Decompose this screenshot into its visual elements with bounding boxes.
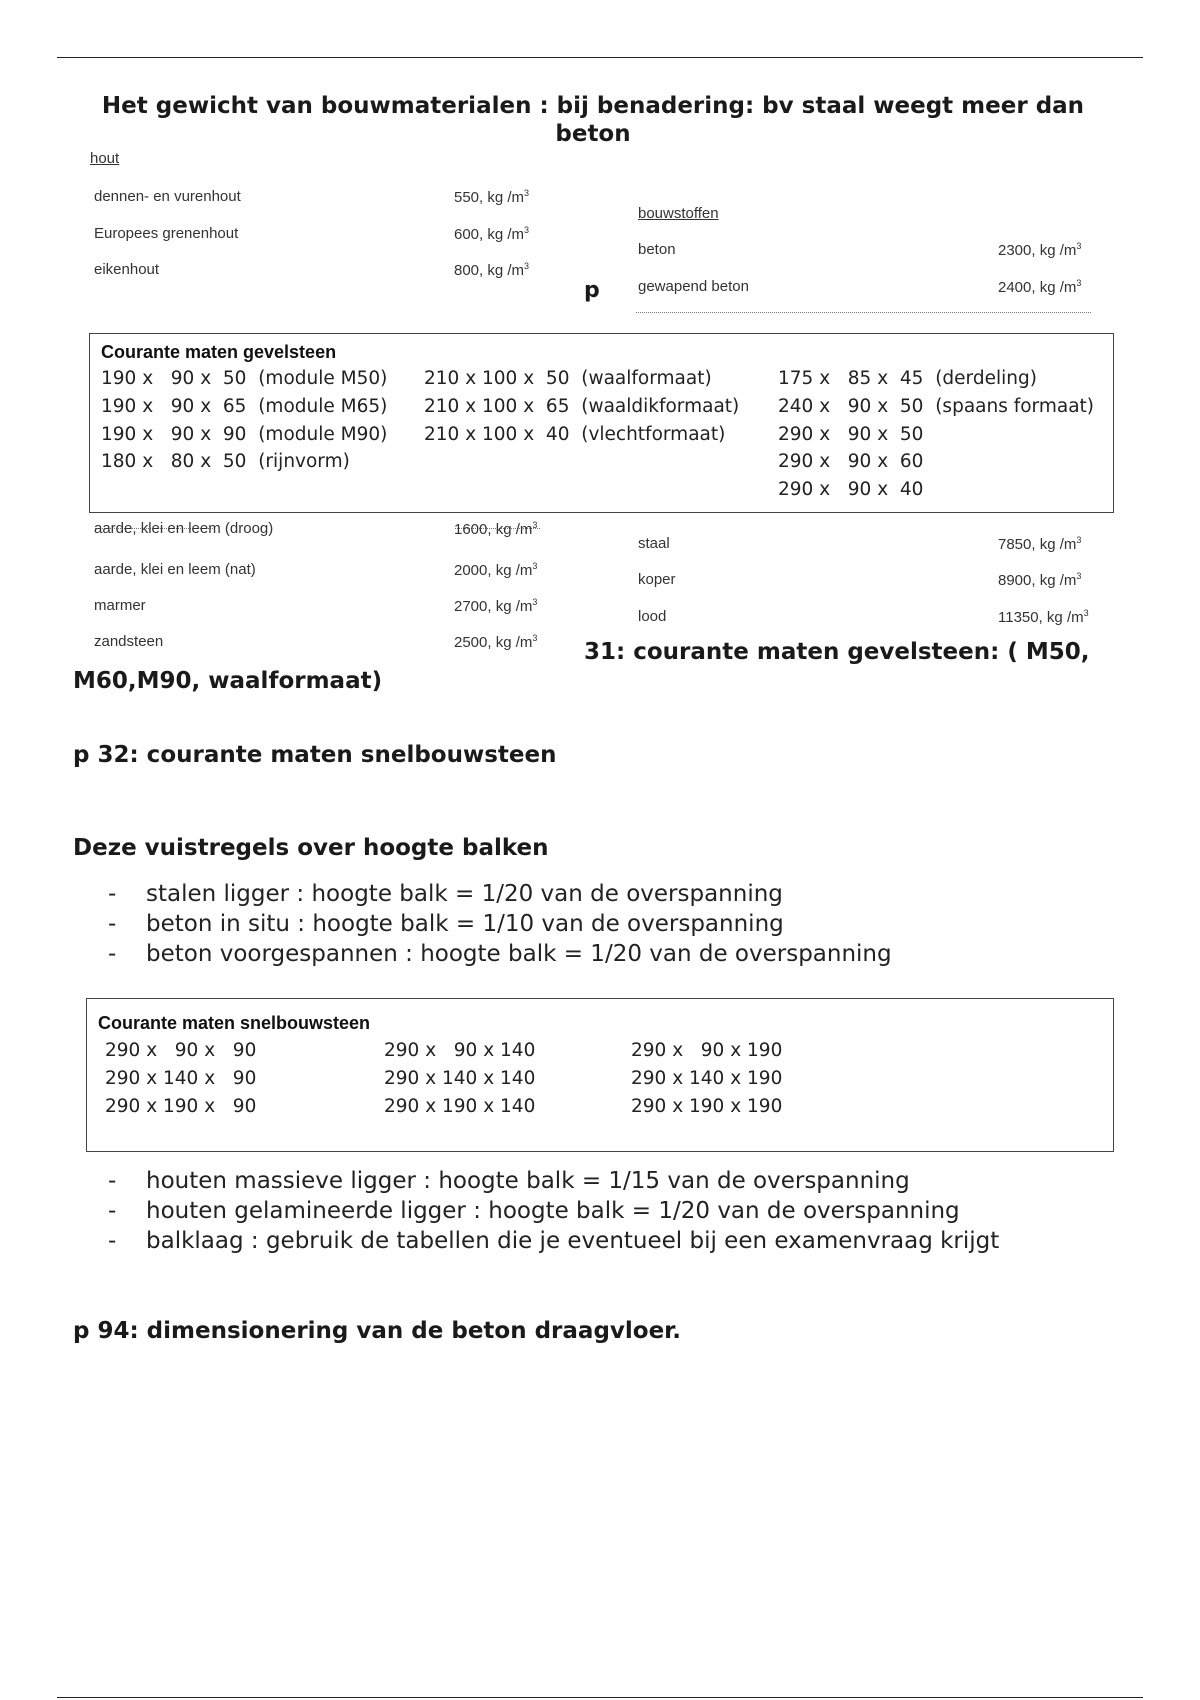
weight-name: beton bbox=[638, 241, 676, 258]
weight-value: 2500, kg $/m^3$ bbox=[454, 633, 538, 651]
snelbouwsteen-size: 290 x 90 x 190 bbox=[631, 1040, 783, 1061]
weight-value: 2000, kg $/m^3$ bbox=[454, 561, 538, 579]
gevelsteen-box-title: Courante maten gevelsteen bbox=[101, 342, 337, 362]
weight-name: staal bbox=[638, 535, 670, 552]
gevelsteen-size: 190 x 90 x 50 (module M50) bbox=[101, 368, 388, 389]
snelbouwsteen-box bbox=[86, 998, 1114, 1152]
snelbouwsteen-size: 290 x 140 x 90 bbox=[105, 1068, 257, 1089]
weight-name: eikenhout bbox=[94, 261, 160, 278]
weight-value: 1600, kg $/m^3$ bbox=[454, 520, 538, 538]
snelbouwsteen-size: 290 x 190 x 90 bbox=[105, 1096, 257, 1117]
weight-value: 550, kg $/m^3$ bbox=[454, 188, 530, 206]
bottom-rule bbox=[57, 1697, 1143, 1698]
heading-p32: p 32: courante maten snelbouwsteen bbox=[73, 742, 557, 768]
weight-name: lood bbox=[638, 608, 667, 625]
gevelsteen-size: 190 x 90 x 90 (module M90) bbox=[101, 424, 388, 445]
weight-value: 600, kg $/m^3$ bbox=[454, 225, 530, 243]
gevelsteen-size: 190 x 90 x 65 (module M65) bbox=[101, 396, 388, 417]
heading-p31-part2: M60,M90, waalformaat) bbox=[73, 668, 383, 694]
weight-name: marmer bbox=[94, 597, 146, 614]
heading-p94: p 94: dimensionering van de beton draagvloer. bbox=[73, 1318, 681, 1344]
weight-value: 2700, kg $/m^3$ bbox=[454, 597, 538, 615]
weight-value: 11350, kg $/m^3$ bbox=[998, 608, 1089, 626]
snelbouwsteen-size: 290 x 90 x 90 bbox=[105, 1040, 257, 1061]
weight-name: gewapend beton bbox=[638, 278, 749, 295]
gevelsteen-size: 180 x 80 x 50 (rijnvorm) bbox=[101, 451, 350, 472]
gevelsteen-size: 240 x 90 x 50 (spaans formaat) bbox=[778, 396, 1095, 417]
gevelsteen-size: 210 x 100 x 65 (waaldikformaat) bbox=[424, 396, 740, 417]
gevelsteen-size: 175 x 85 x 45 (derdeling) bbox=[778, 368, 1037, 389]
cut-text-line bbox=[636, 312, 1091, 313]
snelbouwsteen-size: 290 x 190 x 190 bbox=[631, 1096, 783, 1117]
snelbouwsteen-size: 290 x 190 x 140 bbox=[384, 1096, 536, 1117]
weight-name: koper bbox=[638, 571, 676, 588]
heading-rules: Deze vuistregels over hoogte balken bbox=[73, 835, 549, 861]
weight-value: 2400, kg $/m^3$ bbox=[998, 278, 1082, 296]
weight-name: aarde, klei en leem (droog) bbox=[94, 520, 274, 537]
weight-value: 7850, kg $/m^3$ bbox=[998, 535, 1082, 553]
weight-name: aarde, klei en leem (nat) bbox=[94, 561, 256, 578]
top-rule bbox=[57, 57, 1143, 58]
heading-p31-part1: 31: courante maten gevelsteen: ( M50, bbox=[584, 639, 1090, 665]
weight-value: 8900, kg $/m^3$ bbox=[998, 571, 1082, 589]
snelbouwsteen-size: 290 x 140 x 140 bbox=[384, 1068, 536, 1089]
snelbouwsteen-size: 290 x 90 x 140 bbox=[384, 1040, 536, 1061]
snelbouwsteen-box-title: Courante maten snelbouwsteen bbox=[98, 1013, 371, 1033]
weight-name: zandsteen bbox=[94, 633, 164, 650]
weight-name: dennen- en vurenhout bbox=[94, 188, 241, 205]
weights-left-category: hout bbox=[90, 150, 120, 167]
gevelsteen-size: 290 x 90 x 50 bbox=[778, 424, 924, 445]
gevelsteen-box bbox=[89, 333, 1114, 513]
page-marker: p bbox=[584, 278, 600, 303]
gevelsteen-size: 290 x 90 x 40 bbox=[778, 479, 924, 500]
weights-right-category: bouwstoffen bbox=[638, 205, 719, 222]
gevelsteen-size: 210 x 100 x 50 (waalformaat) bbox=[424, 368, 712, 389]
weight-name: Europees grenenhout bbox=[94, 225, 239, 242]
weight-value: 800, kg $/m^3$ bbox=[454, 261, 530, 279]
page-title: Het gewicht van bouwmaterialen : bij benadering: bv staal weegt meer dan beton bbox=[101, 93, 1085, 147]
weight-value: 2300, kg $/m^3$ bbox=[998, 241, 1082, 259]
gevelsteen-size: 290 x 90 x 60 bbox=[778, 451, 924, 472]
gevelsteen-size: 210 x 100 x 40 (vlechtformaat) bbox=[424, 424, 726, 445]
snelbouwsteen-size: 290 x 140 x 190 bbox=[631, 1068, 783, 1089]
